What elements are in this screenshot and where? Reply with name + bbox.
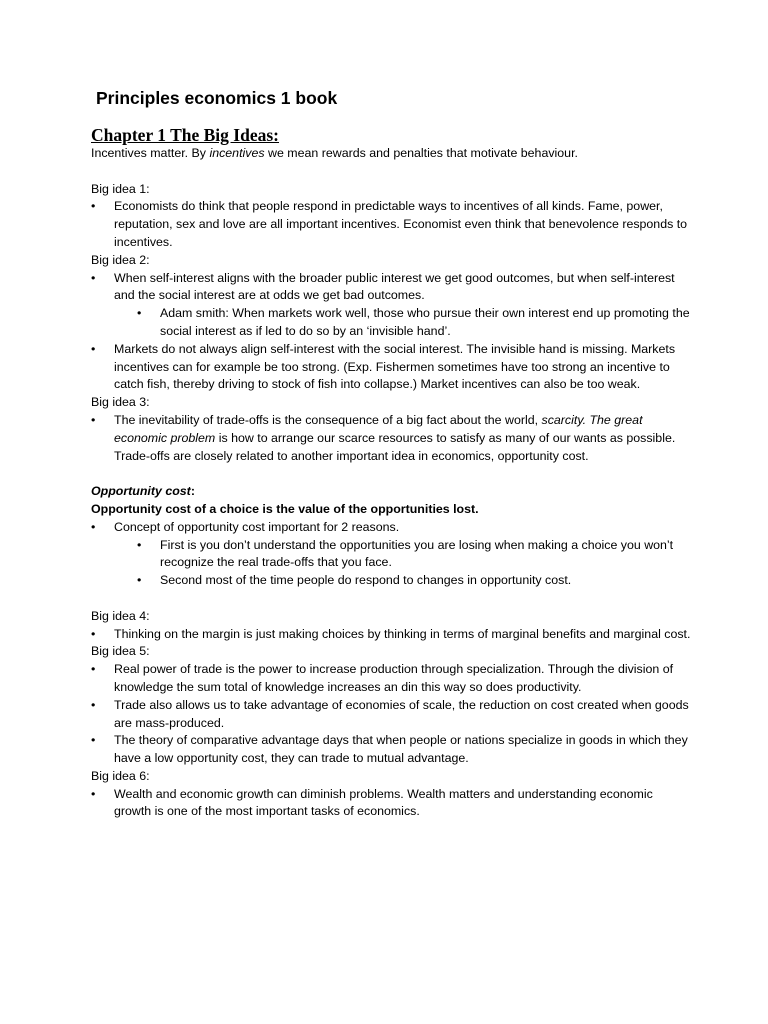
big-idea-2-list <box>91 270 691 395</box>
sub-list-item: • Adam smith: When markets work well, those who pursue their own interest end up promoting the social interest as if led to do so by an ‘invisible hand’. <box>91 305 691 341</box>
big-idea-1-list <box>91 198 691 251</box>
big-idea-6-label: Big idea 6: <box>91 768 150 783</box>
intro-text-end: we mean rewards and penalties that motivate behaviour. <box>264 146 578 160</box>
list-item: • Wealth and economic growth can diminish problems. Wealth matters and understanding economic growth is one of the most important tasks of economics. <box>91 786 691 822</box>
intro-text: Incentives matter. By <box>91 146 210 160</box>
sub-list-item: • Second most of the time people do respond to changes in opportunity cost. <box>91 572 691 590</box>
big-idea-1-label: Big idea 1: <box>91 181 150 196</box>
list-item: • When self-interest aligns with the broader public interest we get good outcomes, but when self-interest and the social interest are at odds we get bad outcomes. <box>91 270 691 306</box>
opportunity-cost-heading <box>91 483 691 501</box>
list-item: • Trade also allows us to take advantage of economies of scale, the reduction on cost created when goods are mass-produced. <box>91 697 691 733</box>
big-idea-5-label: Big idea 5: <box>91 644 150 659</box>
list-item: • Concept of opportunity cost important for 2 reasons. <box>91 519 691 537</box>
document-title: Principles economics 1 book <box>96 88 338 108</box>
sub-list-item: • First is you don’t understand the opportunities you are losing when making a choice you won’t recognize the real trade-offs that you face. <box>91 537 691 573</box>
list-item: • Markets do not always align self-interest with the social interest. The invisible hand is missing. Markets incentives can for example be too strong. (Exp. Fishermen sometimes have too strong an incentive to catch fish, thereby driving to stock of fish into collapse.) Market incentives can also be too weak. <box>91 341 691 394</box>
chapter-heading: Chapter 1 The Big Ideas: <box>91 125 279 145</box>
opportunity-cost-list <box>91 519 691 590</box>
intro-paragraph <box>91 145 691 163</box>
big-idea-2-label: Big idea 2: <box>91 252 150 267</box>
big-idea-4-list <box>91 626 691 644</box>
item-text: The inevitability of trade-offs is the consequence of a big fact about the world, <box>114 412 542 427</box>
intro-emphasis: incentives <box>209 146 265 160</box>
big-idea-6-list <box>91 786 691 822</box>
big-idea-5-list <box>91 661 691 768</box>
list-item: • Real power of trade is the power to increase production through specialization. Through the division of knowledge the sum total of knowledge increases an din this way so does productivity. <box>91 661 691 697</box>
opportunity-cost-definition: Opportunity cost of a choice is the value of the opportunities lost. <box>91 501 479 516</box>
heading-text: Opportunity cost <box>91 484 191 499</box>
list-item: • Economists do think that people respond in predictable ways to incentives of all kinds. Fame, power, reputation, sex and love are all important incentives. Economist even think that benevolence responds to incentives. <box>91 198 691 251</box>
big-idea-4-label: Big idea 4: <box>91 608 150 623</box>
list-item: • The theory of comparative advantage days that when people or nations specialize in goods in which they have a low opportunity cost, they can trade to mutual advantage. <box>91 732 691 768</box>
document-body <box>91 145 691 821</box>
heading-colon: : <box>190 484 195 499</box>
big-idea-3-label: Big idea 3: <box>91 395 150 410</box>
list-item <box>91 412 691 465</box>
big-idea-3-list <box>91 412 691 465</box>
list-item: • Thinking on the margin is just making choices by thinking in terms of marginal benefits and marginal cost. <box>91 626 691 644</box>
item-emphasis: scarcity. The great economic problem <box>114 412 643 445</box>
item-text-end: is how to arrange our scarce resources to satisfy as many of our wants as possible. Trade-offs are closely related to another important idea in economics, opportunity cost. <box>114 430 676 463</box>
